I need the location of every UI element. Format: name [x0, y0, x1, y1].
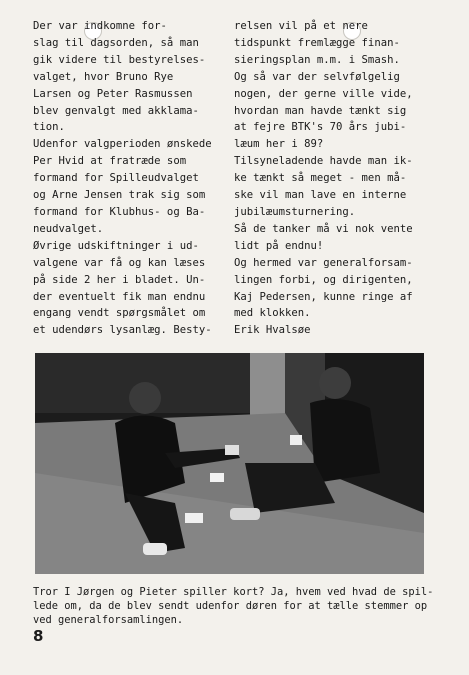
- text-line: Øvrige udskiftninger i ud-: [33, 239, 199, 252]
- photo-illustration: [35, 353, 424, 574]
- text-line: blev genvalgt med akklama-: [33, 104, 199, 117]
- text-line: engang vendt spørgsmålet om: [33, 307, 206, 320]
- text-line: Erik Hvalsøe: [234, 324, 311, 337]
- text-line: slag til dagsorden, så man: [33, 36, 199, 49]
- text-line: ske vil man lave en interne: [234, 189, 407, 202]
- text-line: læum her i 89?: [234, 138, 324, 151]
- text-line: ke tænkt så meget - men må-: [234, 172, 407, 185]
- text-line: formand for Spilleudvalget: [33, 172, 199, 185]
- text-line: tion.: [33, 121, 65, 134]
- article-left-column: [33, 18, 219, 339]
- photo-two-men-on-floor: [35, 353, 424, 574]
- photo-caption: [33, 585, 443, 627]
- text-line: Der var indkomne for-: [33, 20, 167, 32]
- text-line: Og så var der selvfølgelig: [234, 70, 400, 83]
- text-line: hvordan man havde tænkt sig: [234, 104, 407, 117]
- text-line: tidspunkt fremlægge finan-: [234, 36, 400, 49]
- text-line: at fejre BTK's 70 års jubi-: [234, 121, 407, 134]
- text-line: der eventuelt fik man endnu: [33, 290, 206, 303]
- text-line: sieringsplan m.m. i Smash.: [234, 53, 400, 66]
- text-line: Tilsyneladende havde man ik-: [234, 155, 413, 168]
- text-line: et udendørs lysanlæg. Besty-: [33, 324, 212, 337]
- text-line: formand for Klubhus- og Ba-: [33, 205, 206, 218]
- text-line: med klokken.: [234, 307, 311, 320]
- text-line: på side 2 her i bladet. Un-: [33, 273, 206, 286]
- text-line: Kaj Pedersen, kunne ringe af: [234, 290, 413, 303]
- text-line: nogen, der gerne ville vide,: [234, 87, 413, 100]
- article-right-column: [234, 18, 432, 339]
- text-line: lidt på endnu!: [234, 239, 324, 252]
- text-line: Og hermed var generalforsam-: [234, 256, 413, 269]
- text-line: Per Hvid at fratræde som: [33, 155, 187, 168]
- caption-text: Tror I Jørgen og Pieter spiller kort? Ja, hvem ved hvad de spil- lede om, da de blev sendt udenfor døren for at tælle stemmer op ved generalforsamlingen.: [33, 586, 434, 626]
- text-line: jubilæumsturnering.: [234, 205, 356, 218]
- text-line: neudvalget.: [33, 222, 104, 235]
- page-number: 8: [33, 627, 44, 645]
- text-line: Larsen og Peter Rasmussen: [33, 87, 193, 100]
- text-line: Udenfor valgperioden ønskede: [33, 138, 212, 151]
- text-line: valget, hvor Bruno Rye: [33, 70, 174, 83]
- text-line: valgene var få og kan læses: [33, 256, 206, 269]
- text-line: lingen forbi, og dirigenten,: [234, 273, 413, 286]
- text-line: Så de tanker må vi nok vente: [234, 222, 413, 235]
- text-line: gik videre til bestyrelses-: [33, 53, 206, 66]
- text-line: og Arne Jensen trak sig som: [33, 189, 206, 202]
- text-line: relsen vil på et nere: [234, 20, 368, 32]
